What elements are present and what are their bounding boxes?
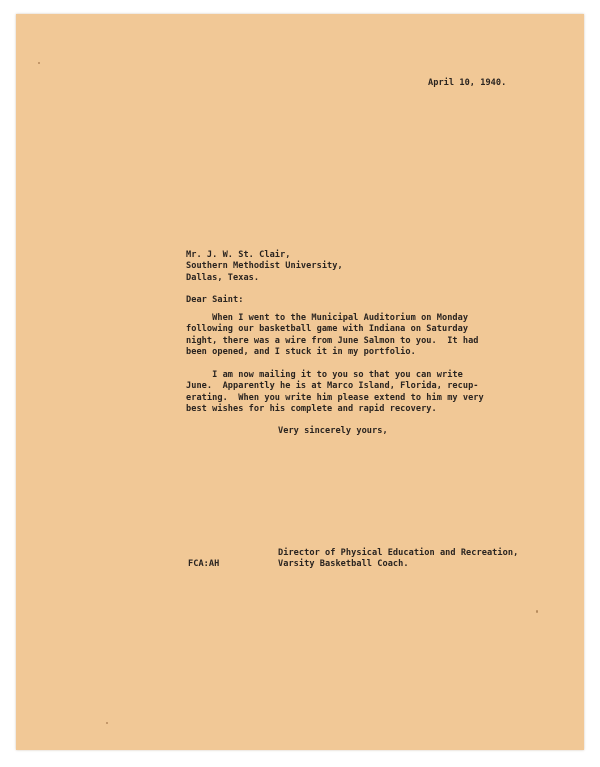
- complimentary-closing: Very sincerely yours,: [278, 426, 388, 436]
- paragraph-line: I am now mailing it to you so that you can write: [186, 370, 463, 380]
- inside-address: [186, 250, 343, 284]
- paragraph-line: been opened, and I stuck it in my portfolio.: [186, 346, 416, 357]
- body-paragraph-2: [186, 370, 484, 415]
- reference-initials: FCA:AH: [188, 559, 220, 569]
- address-line: Dallas, Texas.: [186, 272, 260, 283]
- letter-sheet: [16, 14, 584, 750]
- paper-speck: [536, 610, 538, 613]
- paragraph-line: erating. When you write him please extend to him my very: [186, 392, 484, 403]
- paragraph-line: When I went to the Municipal Auditorium on Monday: [186, 313, 469, 323]
- paragraph-line: following our basketball game with Indiana on Saturday: [186, 324, 469, 335]
- address-line: Mr. J. W. St. Clair,: [186, 250, 291, 260]
- paragraph-line: best wishes for his complete and rapid recovery.: [186, 403, 437, 414]
- paragraph-line: night, there was a wire from June Salmon to you. It had: [186, 335, 479, 346]
- paper-speck: [106, 722, 108, 724]
- letter-date: April 10, 1940.: [428, 78, 507, 88]
- signature-line: Varsity Basketball Coach.: [278, 559, 409, 570]
- salutation: Dear Saint:: [186, 295, 244, 305]
- body-paragraph-1: [186, 313, 479, 358]
- signature-block: [278, 548, 518, 571]
- address-line: Southern Methodist University,: [186, 261, 343, 272]
- signature-line: Director of Physical Education and Recreation,: [278, 548, 519, 558]
- paragraph-line: June. Apparently he is at Marco Island, Florida, recup-: [186, 381, 479, 392]
- paper-speck: [38, 62, 40, 64]
